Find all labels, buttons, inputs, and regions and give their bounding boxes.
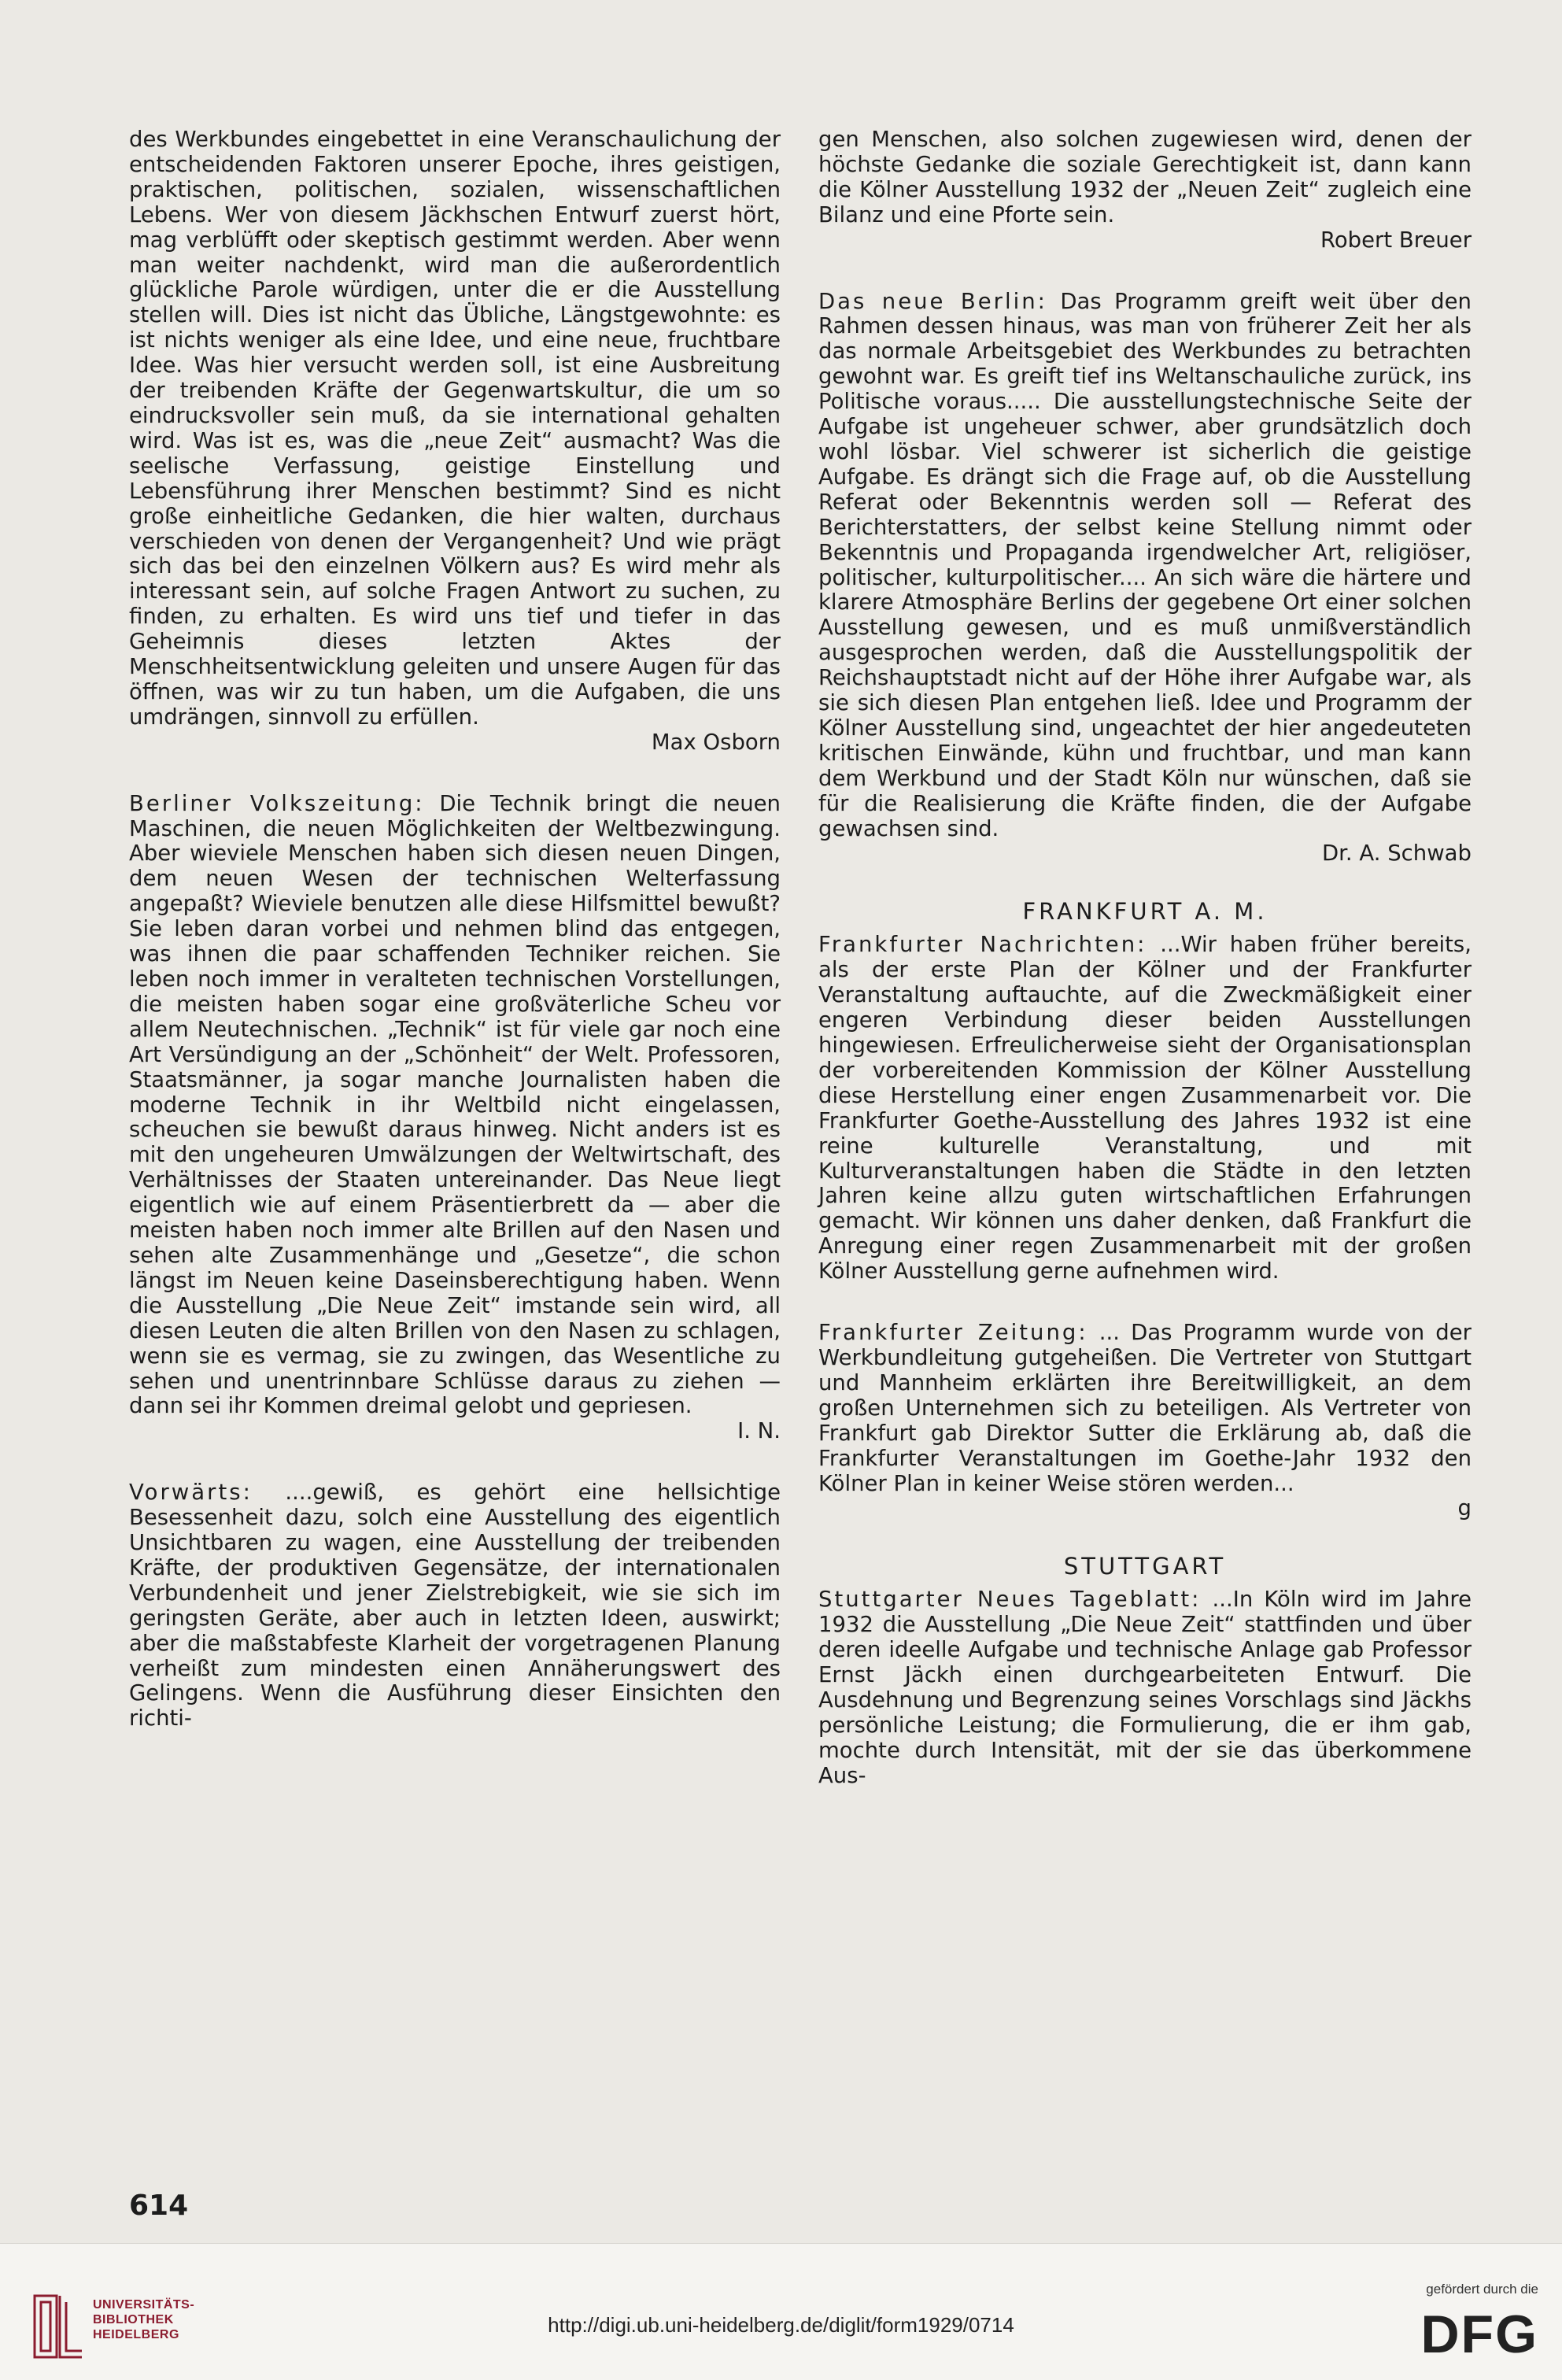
dfg-logo: DFG [1420, 2304, 1538, 2364]
source-name: Frankfurter Zeitung: [818, 1320, 1088, 1346]
page-number: 614 [129, 2190, 189, 2222]
right-column [818, 128, 1472, 1789]
signature: Max Osborn [651, 729, 781, 755]
paragraph-text: ...In Köln wird im Jahre 1932 die Ausstellung „Die Neue Zeit“ stattfinden und über deren ideelle Aufgabe und technische Anlage gab Professor Ernst Jäckh einen durchgearbeiteten Entwurf. Die Ausdehnung und Begrenzung seines Vorschlags sind Jäckhs persönliche Leistung; die Formulierung, die er ihm gab, mochte durch Intensität, mit der sie das überkommene Aus- [818, 1587, 1472, 1788]
section-heading-stuttgart: STUTTGART [1063, 1553, 1227, 1580]
source-name: Vorwärts: [129, 1480, 253, 1506]
source-name: Frankfurter Nachrichten: [818, 932, 1147, 958]
source-url-link[interactable]: http://digi.ub.uni-heidelberg.de/diglit/form1929/0714 [548, 2313, 1014, 2337]
paragraph-text: gen Menschen, also solchen zugewiesen wird, denen der höchste Gedanke die soziale Gerechtigkeit ist, dann kann die Kölner Ausstellung 1932 der „Neuen Zeit“ zugleich eine Bilanz und eine Pforte sein. [818, 127, 1472, 227]
signature: Dr. A. Schwab [1321, 841, 1472, 867]
source-name: Berliner Volkszeitung: [129, 790, 425, 816]
paragraph-text: ...Wir haben früher bereits, als der erste Plan der Kölner und der Frankfurter Veranstaltung auftauchte, auf die Zweckmäßigkeit einer engeren Verbindung dieser beiden Ausstellungen hingewiesen. Erfreulicherweise sieht der Organisationsplan der vorbereitenden Kommission der Kölner Ausstellung diese Herstellung einer engen Zusammenarbeit vor. Die Frankfurter Goethe-Ausstellung des Jahres 1932 ist eine reine kulturelle Veranstaltung, und mit Kulturveranstaltungen haben die Städte in den letzten Jahren keine allzu guten wirtschaftlichen Erfahrungen gemacht. Wir können uns daher denken, daß Frankfurt die Anregung einer regen Zusammenarbeit mit der großen Kölner Ausstellung gerne aufnehmen wird. [818, 932, 1472, 1284]
paragraph-volkszeitung [129, 792, 781, 1445]
paragraph-text: ... Das Programm wurde von der Werkbundleitung gutgeheißen. Die Vertreter von Stuttgart und Mannheim erklärten ihre Bereitwilligkeit, an dem großen Unternehmen sich zu beteiligen. Als Vertreter von Frankfurt gab Direktor Sutter die Erklärung ab, daß die Frankfurter Veranstaltungen im Goethe-Jahr 1932 den Kölner Plan in keiner Weise stören werden... [818, 1320, 1472, 1496]
paragraph-text: ....gewiß, es gehört eine hellsichtige Besessenheit dazu, solch eine Ausstellung des eigentlich Unsichtbaren zu wagen, eine Ausstellung der treibenden Kräfte, der produktiven Gegensätze, der internationalen Verbundenheit und jener Zielstrebigkeit, wie sie sich im geringsten Geräte, aber auch in letzten Ideen, auswirkt; aber die maßstabfeste Klarheit der vorgetragenen Planung verheißt zum mindesten einen Annäherungswert des Gelingens. Wenn die Ausführung dieser Einsichten den richti- [129, 1480, 781, 1731]
source-name: Das neue Berlin: [818, 288, 1047, 314]
left-column [129, 128, 781, 1731]
paragraph-frankfurter-nachrichten [818, 933, 1472, 1284]
paragraph-text: Die Technik bringt die neuen Maschinen, die neuen Möglichkeiten der Weltbezwingung. Aber wieviele Menschen haben sich diesen neuen Dingen, dem neuen Wesen der technischen Welterfassung angepaßt? Wieviele benutzen alle diese Hilfsmittel bewußt? Sie leben daran vorbei und nehmen blind das entgegen, was ihnen die paar schaffenden Techniker reichen. Sie leben noch immer in veralteten technischen Vorstellungen, die meisten haben sogar eine großväterliche Scheu vor allem Neutechnischen. „Technik“ ist für viele gar noch eine Art Versündigung an der „Schönheit“ der Welt. Professoren, Staatsmänner, ja sogar manche Journalisten haben die moderne Technik in ihr Weltbild nicht eingelassen, scheuchen sie bewußt daraus hinweg. Nicht anders ist es mit den ungeheuren Umwälzungen der Weltwirtschaft, des Verhältnisses der Staaten untereinander. Das Neue liegt eigentlich wie auf einem Präsentierbrett da — aber die meisten haben noch immer alte Brillen auf den Nasen und sehen alte Zusammenhänge und „Gesetze“, die schon längst im Neuen keine Daseinsberechtigung haben. Wenn die Ausstellung „Die Neue Zeit“ imstande sein wird, all diesen Leuten die alten Brillen von den Nasen zu schlagen, wenn sie es vermag, sie zu zwingen, das Wesentliche zu sehen und unentrinnbare Schlüsse daraus zu ziehen — dann sei ihr Kommen dreimal gelobt und gepriesen. [129, 790, 781, 1419]
paragraph-stuttgarter-tageblatt [818, 1587, 1472, 1788]
paragraph-frankfurter-zeitung [818, 1321, 1472, 1521]
library-name-line: BIBLIOTHEK [93, 2313, 174, 2326]
paragraph-neue-berlin [818, 290, 1472, 867]
funded-by-label: gefördert durch die [1426, 2282, 1538, 2297]
signature: I. N. [737, 1418, 781, 1444]
library-name-line: HEIDELBERG [93, 2328, 179, 2341]
library-name-line: UNIVERSITÄTS- [93, 2298, 195, 2312]
source-name: Stuttgarter Neues Tageblatt: [818, 1587, 1202, 1613]
paragraph-breuer [818, 128, 1472, 253]
signature: Robert Breuer [1320, 227, 1472, 253]
digitization-footer [0, 2243, 1562, 2380]
paragraph-osborn [129, 128, 781, 756]
paragraph-vorwaerts [129, 1480, 781, 1731]
signature: g [1457, 1495, 1472, 1521]
section-heading-frankfurt: FRANKFURT A. M. [1022, 898, 1268, 926]
paragraph-text: Das Programm greift weit über den Rahmen dessen hinaus, was man von früherer Zeit her als das normale Arbeitsgebiet des Werkbundes zu betrachten gewohnt war. Es greift tief ins Weltanschauliche zurück, ins Politische voraus..... Die ausstellungstechnische Seite der Aufgabe ist ungeheuer schwer, aber grundsätzlich doch wohl lösbar. Viel schwerer ist sicherlich die geistige Aufgabe. Es drängt sich die Frage auf, ob die Ausstellung Referat oder Bekenntnis werden soll — Referat des Berichterstatters, der selbst keine Stellung nimmt oder Bekenntnis und Propaganda irgendwelcher Art, religiöser, politischer, kulturpolitischer.... An sich wäre die härtere und klarere Atmosphäre Berlins der gegebene Ort einer solchen Ausstellung gewesen, und es muß unmißverständlich ausgesprochen werden, daß die Ausstellungspolitik der Reichshauptstadt nicht auf der Höhe ihrer Aufgabe war, als sie sich diesen Plan entgehen ließ. Idee und Programm der Kölner Ausstellung sind, ungeachtet der hier angedeuteten kritischen Einwände, kühn und fruchtbar, und man kann dem Werkbund und der Stadt Köln nur wünschen, daß sie für die Realisierung die Kräfte finden, die der Aufgabe gewachsen sind. [818, 288, 1472, 841]
paragraph-text: des Werkbundes eingebettet in eine Veranschaulichung der entscheidenden Faktoren unserer Epoche, ihres geistigen, praktischen, politischen, sozialen, wissenschaftlichen Lebens. Wer von diesem Jäckhschen Entwurf zuerst hört, mag verblüfft oder skeptisch gestimmt werden. Aber wenn man weiter nachdenkt, wird man die außerordentlich glückliche Parole würdigen, unter die er die Ausstellung stellen will. Dies ist nicht das Übliche, Längstgewohnte: es ist nichts weniger als eine Idee, und eine neue, fruchtbare Idee. Was hier versucht werden soll, ist eine Ausbreitung der treibenden Kräfte der Gegenwartskultur, die um so eindrucksvoller sein muß, da sie international gehalten wird. Was ist es, was die „neue Zeit“ ausmacht? Was die seelische Verfassung, geistige Einstellung und Lebensführung ihrer Menschen bestimmt? Sind es nicht große einheitliche Gedanken, die hier walten, durchaus verschieden von denen der Vergangenheit? Und wie prägt sich das bei den einzelnen Völkern aus? Es wird mehr als interessant sein, auf solche Fragen Antwort zu suchen, zu finden, zu erhalten. Es wird uns tief und tiefer in das Geheimnis dieses letzten Aktes der Menschheitsentwicklung geleiten und unsere Augen für das öffnen, was wir zu tun haben, um die Aufgaben, die uns umdrängen, sinnvoll zu erfüllen. [129, 127, 781, 730]
